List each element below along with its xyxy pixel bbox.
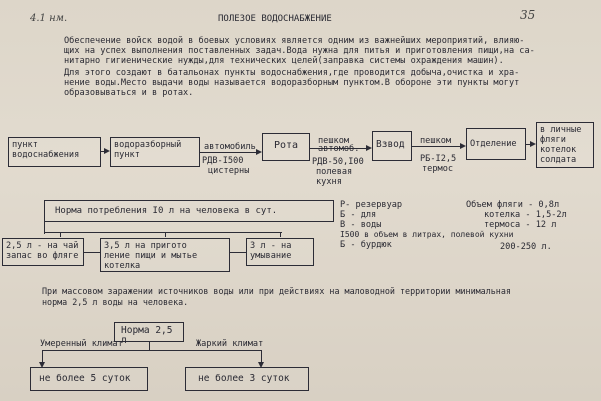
legend-line: Р- резервуар xyxy=(340,200,403,210)
norm-item-cooking: 3,5 л на пригото ление пищи и мытье котелка xyxy=(100,238,230,272)
climate-norm-box: Норма 2,5 л xyxy=(114,322,184,342)
legend-line: В - воды xyxy=(340,220,382,230)
legend-line: Б - бурдюк xyxy=(340,240,392,250)
page-title: ПОЛЕЗОЕ ВОДОСНАБЖЕНИЕ xyxy=(218,14,332,24)
norm-item-washing: 3 л - на умывание xyxy=(246,238,314,266)
climate-label-moderate: Умеренный климат xyxy=(40,339,123,349)
flow-link-label: цистерны xyxy=(208,166,250,176)
flow-link-label: пешком xyxy=(318,136,350,146)
legend-volume: Объем фляги - 0,8л xyxy=(466,200,560,210)
intro-line: образовываться и в ротах. xyxy=(64,88,194,98)
legend-volume: котелка - 1,5-2л xyxy=(484,210,567,220)
flow-link-label: автомобиль xyxy=(204,142,256,152)
flow-box-squad: Отделение xyxy=(466,128,526,160)
flow-box-company: Рота xyxy=(262,133,310,161)
flow-box-supply-point: пункт водоснабжения xyxy=(8,137,101,167)
legend-volume: 200-250 л. xyxy=(500,242,552,252)
flow-link-label: РДВ-50,I00 xyxy=(312,157,364,167)
flow-link-label: термос xyxy=(422,164,454,174)
flow-box-distribution-point: водоразборный пункт xyxy=(110,137,200,167)
intro-line: нитарно гигиенические нужды,для технических целей(заправка системы охраждения машин). xyxy=(64,56,504,66)
intro-line: Для этого создают в батальонах пункты водоснабжения,где проводится добыча,очистка и хра- xyxy=(64,68,520,78)
page-number: 35 xyxy=(520,8,536,22)
intro-line: нение воды.Место выдачи воды называется водоразборным пунктом.В обороне эти пункты могут xyxy=(64,78,520,88)
intro-line: щих на успех выполнения поставленных задач.Вода нужна для питья и приготовления пищи,на са- xyxy=(64,46,535,56)
flow-link-label: РДВ-I500 xyxy=(202,156,244,166)
flow-link-label: кухня xyxy=(316,177,342,187)
flow-link-label: РБ-I2,5 xyxy=(420,154,457,164)
handwritten-note: 4.1 нм. xyxy=(30,13,68,24)
climate-hot-duration: не более 3 суток xyxy=(185,367,309,391)
climate-moderate-duration: не более 5 суток xyxy=(30,367,148,391)
legend-line: Б - для xyxy=(340,210,377,220)
legend-volume: термоса - 12 л xyxy=(484,220,557,230)
norm-item-tea: 2,5 л - на чай запас во фляге xyxy=(2,238,84,266)
norm-title-box: Норма потребления I0 л на человека в сут. xyxy=(44,200,334,222)
intro-line: Обеспечение войск водой в боевых условиях является одним из важнейших мероприятий, влияю- xyxy=(64,36,525,46)
body-line: норма 2,5 л воды на человека. xyxy=(42,297,189,307)
climate-label-hot: Жаркий климат xyxy=(196,339,264,349)
body-line: При массовом заражении источников воды или при действиях на маловодной территории минимальная xyxy=(42,286,511,296)
flow-box-platoon: Взвод xyxy=(372,131,412,161)
flow-link-label: автомоб. xyxy=(318,144,360,154)
flow-link-label: полевая xyxy=(316,167,353,177)
legend-line: I500 в объем в литрах, полевой кухни xyxy=(340,230,514,239)
flow-box-soldier-flasks: в личные фляги котелок солдата xyxy=(536,122,594,168)
flow-link-label: пешком xyxy=(420,136,452,146)
